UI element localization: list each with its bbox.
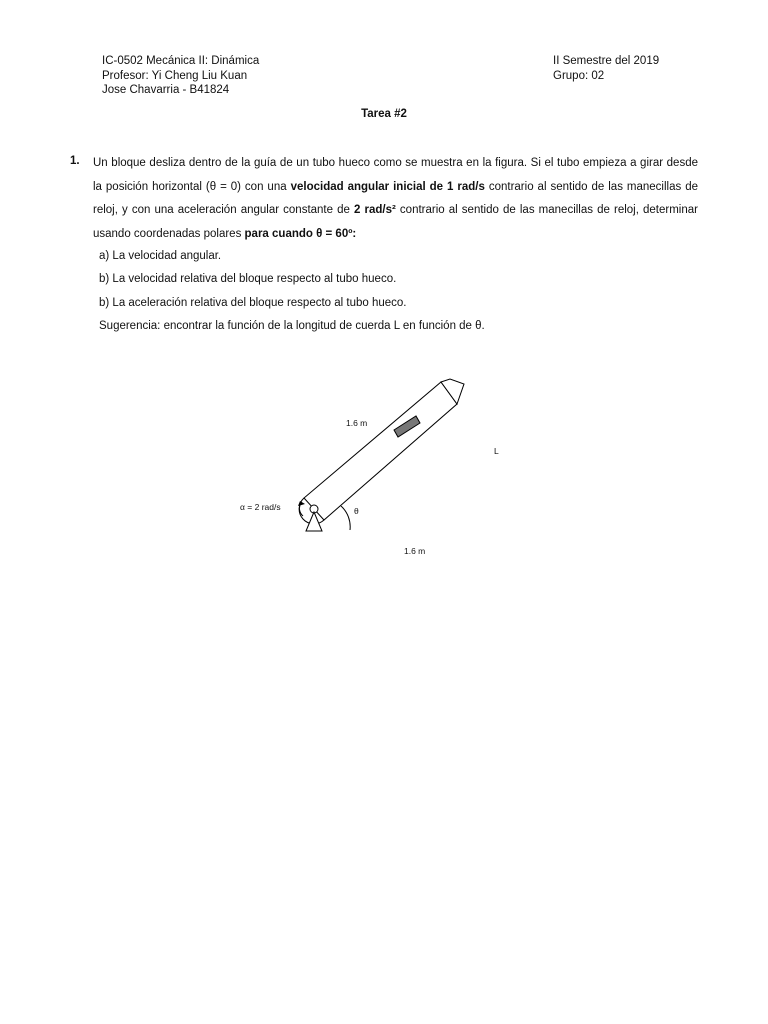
header-right — [553, 54, 659, 83]
group: Grupo: 02 — [553, 69, 605, 82]
figure — [230, 370, 530, 570]
assignment-title: Tarea #2 — [361, 108, 407, 120]
professor-name: Profesor: Yi Cheng Liu Kuan — [102, 69, 248, 82]
semester: II Semestre del 2019 — [553, 55, 660, 67]
item-b-velocity: b) La velocidad relativa del bloque respecto al tubo hueco. — [99, 273, 397, 285]
question-bold-2: 2 rad/s² — [354, 204, 396, 216]
tube-diagram — [230, 370, 530, 570]
question-bold-3: para cuando θ = 60º: — [244, 227, 357, 240]
question-text-1: Un bloque desliza dentro de la guía de un tubo hueco como se muestra en la figura. Si el tubo empieza a girar desde la posición horizontal (θ = 0) con una — [93, 157, 698, 193]
item-a: a) La velocidad angular. — [99, 250, 222, 262]
tube-body — [304, 382, 457, 520]
label-top-length: 1.6 m — [346, 418, 368, 428]
question-text-3: contrario al sentido de las manecillas de reloj, determinar usando coordenadas polares — [93, 204, 698, 240]
item-b-acceleration: b) La aceleración relativa del bloque respecto al tubo hueco. — [99, 297, 407, 309]
question-text-2: contrario al sentido de las manecillas de reloj, y con una aceleración angular constante de — [93, 180, 698, 216]
theta-arc — [341, 506, 350, 530]
question-number: 1. — [70, 155, 80, 167]
label-alpha: α = 2 rad/s — [240, 502, 281, 512]
question-text — [93, 152, 698, 246]
label-bottom-length: 1.6 m — [404, 546, 426, 556]
student-name: Jose Chavarria - B41824 — [102, 84, 230, 96]
question-bold-1: velocidad angular inicial de 1 rad/s — [290, 180, 485, 193]
label-L: L — [494, 446, 499, 456]
course-name: IC-0502 Mecánica II: Dinámica — [102, 55, 260, 67]
header-left — [102, 54, 259, 98]
label-theta: θ — [354, 506, 359, 516]
hint: Sugerencia: encontrar la función de la longitud de cuerda L en función de θ. — [99, 320, 485, 332]
